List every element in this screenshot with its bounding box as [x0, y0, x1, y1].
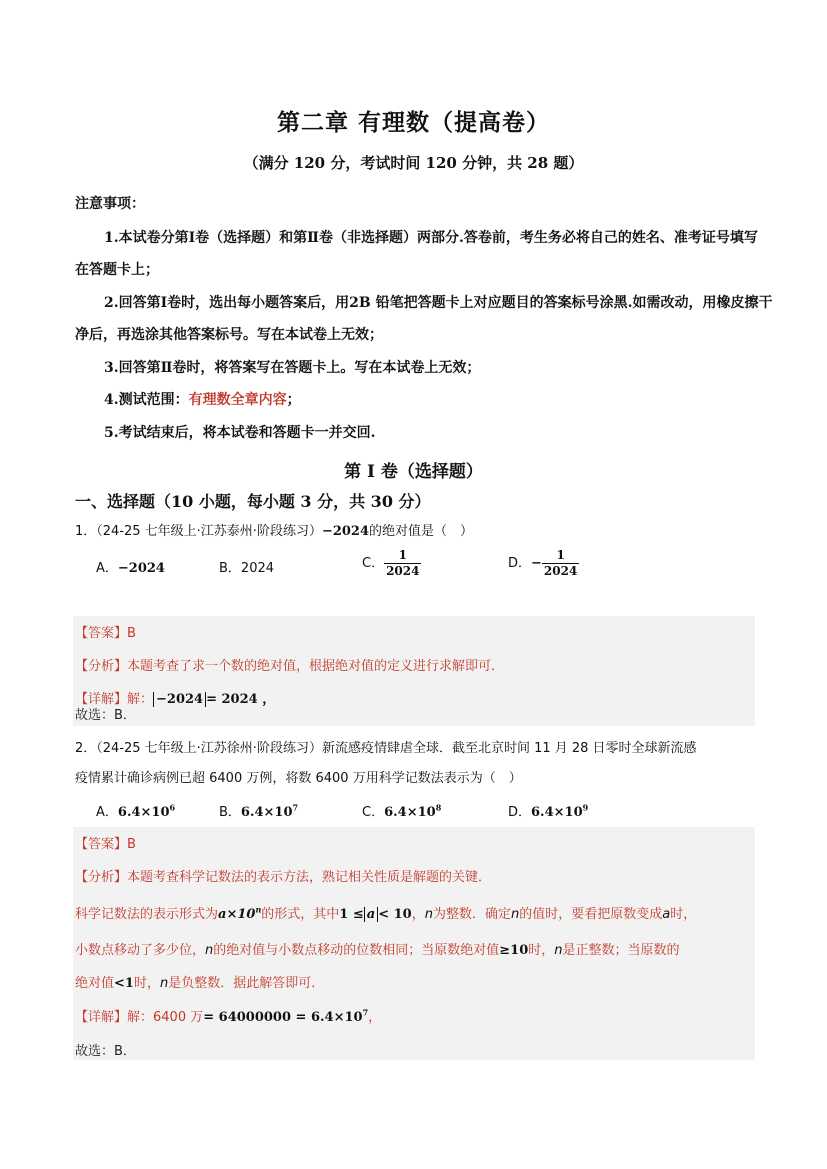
q1-option-c-denominator: 2024 [386, 564, 420, 578]
note-4 [104, 389, 301, 409]
q1-option-b [219, 557, 274, 576]
q2-detail-exp: 7 [362, 1007, 369, 1018]
q1-option-d-sign: − [531, 556, 542, 571]
q2-expl1-math-2b: < 10 [378, 907, 412, 922]
q2-detail [75, 1006, 381, 1025]
q1-option-c-fraction [384, 548, 421, 579]
q2-analysis: 【分析】本题考查科学记数法的表示方法，熟记相关性质是解题的关键． [75, 870, 492, 885]
q2-detail-end: ， [368, 1010, 382, 1025]
q1-option-d-denominator: 2024 [543, 564, 578, 578]
q1-option-a [96, 557, 165, 576]
q1-option-c [362, 548, 421, 579]
question-2-line-1: 2．（24-25 七年级上·江苏徐州·阶段练习）新流感疫情肆虐全球．截至北京时间 11 月 28 日零时全球新流感 [75, 741, 697, 756]
q2-expl1-c: ， [411, 907, 425, 922]
section-title: 第 I 卷（选择题） [344, 462, 483, 482]
q1-option-d-label: D． [508, 556, 532, 571]
q2-expl1-a: 科学记数法的表示形式为 [75, 907, 219, 922]
q2-option-c-exp: 8 [435, 802, 442, 813]
q2-expl2-d: 是正整数；当原数的 [562, 943, 680, 958]
q2-expl1-math-1: a×10 [218, 907, 256, 922]
q2-expl2-b: 的绝对值与小数点移动的位数相同；当原数绝对值 [213, 943, 500, 958]
q2-expl1-e: 的值时，要看把原数变成 [519, 907, 663, 922]
q1-stem-math: −2024 [321, 524, 370, 539]
q2-explanation-line-3 [75, 972, 324, 991]
note-1-line-2: 在答题卡上； [75, 262, 159, 278]
q1-option-d [508, 548, 579, 579]
q2-option-c [362, 801, 441, 820]
q2-option-a-exp: 6 [169, 802, 176, 813]
q2-expl1-f: 时， [670, 907, 697, 922]
q2-option-c-base: 6.4×10 [384, 805, 436, 820]
note-2-line-1: 2.回答第Ⅰ卷时，选出每小题答案后，用2B 铅笔把答题卡上对应题目的答案标号涂黑.如需改动，用橡皮擦干 [104, 295, 773, 311]
q2-expl1-math-2-abs: a [364, 907, 378, 922]
q2-detail-math: = 64000000 = 6.4×10 [203, 1010, 363, 1025]
q1-option-c-numerator: 1 [384, 548, 421, 564]
q2-expl3-n: n [159, 976, 169, 991]
q2-option-d-exp: 9 [582, 802, 589, 813]
q2-detail-label: 【详解】解： [75, 1010, 154, 1025]
q2-option-b-exp: 7 [292, 802, 299, 813]
q1-detail-abs: −2024 [153, 692, 206, 707]
notes-heading: 注意事项： [75, 196, 145, 212]
q2-expl1-n2: n [510, 907, 520, 922]
note-5: 5.考试结束后，将本试卷和答题卡一并交回. [104, 425, 376, 441]
q2-expl2-c: 时， [528, 943, 555, 958]
q2-option-a-label: A． [96, 805, 118, 820]
q2-expl1-math-2a: 1 ≤ [339, 907, 364, 922]
note-4-label: 4.测试范围： [104, 392, 189, 408]
q2-option-c-label: C． [362, 805, 385, 820]
q1-detail-rest: = 2024 ， [206, 692, 276, 707]
q2-detail-plain: 6400 万 [153, 1010, 204, 1025]
q2-option-d-base: 6.4×10 [531, 805, 583, 820]
q2-option-b-base: 6.4×10 [240, 805, 293, 820]
note-4-scope: 有理数全章内容 [188, 392, 287, 408]
q1-answer: 【答案】B [75, 626, 136, 641]
q2-expl2-math: ≥10 [499, 943, 529, 958]
q1-option-d-numerator: 1 [542, 548, 579, 564]
q2-explanation-line-2 [75, 939, 680, 958]
question-1-stem [75, 520, 473, 539]
q1-analysis: 【分析】本题考查了求一个数的绝对值，根据绝对值的定义进行求解即可． [75, 659, 505, 674]
q2-option-d [508, 801, 588, 820]
q2-expl1-b: 的形式，其中 [261, 907, 340, 922]
q1-stem-prefix: 1．（24-25 七年级上·江苏泰州·阶段练习） [75, 524, 322, 539]
q1-option-a-value: −2024 [117, 561, 165, 576]
q1-option-d-fraction [542, 548, 579, 579]
page-subtitle: （满分 120 分，考试时间 120 分钟，共 28 题） [243, 154, 584, 172]
note-4-end: ； [286, 392, 301, 408]
question-2-line-2: 疫情累计确诊病例已超 6400 万例，将数 6400 万用科学记数法表示为（ ） [75, 771, 522, 786]
q2-option-b-label: B． [219, 805, 241, 820]
q2-expl1-n1: n [424, 907, 433, 922]
q1-option-a-label: A． [96, 561, 118, 576]
page-title: 第二章 有理数（提高卷） [276, 109, 550, 136]
q2-answer: 【答案】B [75, 837, 136, 852]
q1-stem-suffix: 的绝对值是（ ） [369, 524, 474, 539]
q2-expl2-a: 小数点移动了多少位， [75, 943, 206, 958]
q1-option-b-value: 2024 [240, 561, 275, 576]
q2-option-a-base: 6.4×10 [117, 805, 170, 820]
q2-expl1-a2: a [662, 907, 671, 922]
note-1-line-1: 1.本试卷分第Ⅰ卷（选择题）和第Ⅱ卷（非选择题）两部分.答卷前，考生务必将自己的姓名、准考证号填写 [104, 230, 758, 246]
q2-expl3-c: 是负整数．据此解答即可． [168, 976, 325, 991]
q1-option-b-label: B． [219, 561, 241, 576]
q2-expl1-d: 为整数．确定 [432, 907, 511, 922]
q1-choose: 故选：B． [75, 708, 136, 723]
q2-expl3-b: 时， [133, 976, 160, 991]
q2-option-a [96, 801, 175, 820]
q2-choose: 故选：B． [75, 1044, 136, 1059]
q2-explanation-line-1 [75, 903, 696, 922]
q2-option-b [219, 801, 298, 820]
q2-expl3-a: 绝对值 [75, 976, 115, 991]
q1-option-c-label: C． [362, 556, 385, 571]
q2-expl3-math: <1 [114, 976, 134, 991]
q2-expl1-math-1-exp: n [255, 904, 262, 915]
note-3: 3.回答第Ⅱ卷时，将答案写在答题卡上。写在本试卷上无效； [104, 360, 481, 376]
q2-expl2-n: n [205, 943, 214, 958]
part-title: 一、选择题（10 小题，每小题 3 分，共 30 分） [75, 492, 431, 511]
q2-expl2-n2: n [554, 943, 563, 958]
note-2-line-2: 净后，再选涂其他答案标号。写在本试卷上无效； [75, 327, 383, 343]
q1-detail-label: 【详解】解： [75, 692, 154, 707]
q2-option-d-label: D． [508, 805, 532, 820]
